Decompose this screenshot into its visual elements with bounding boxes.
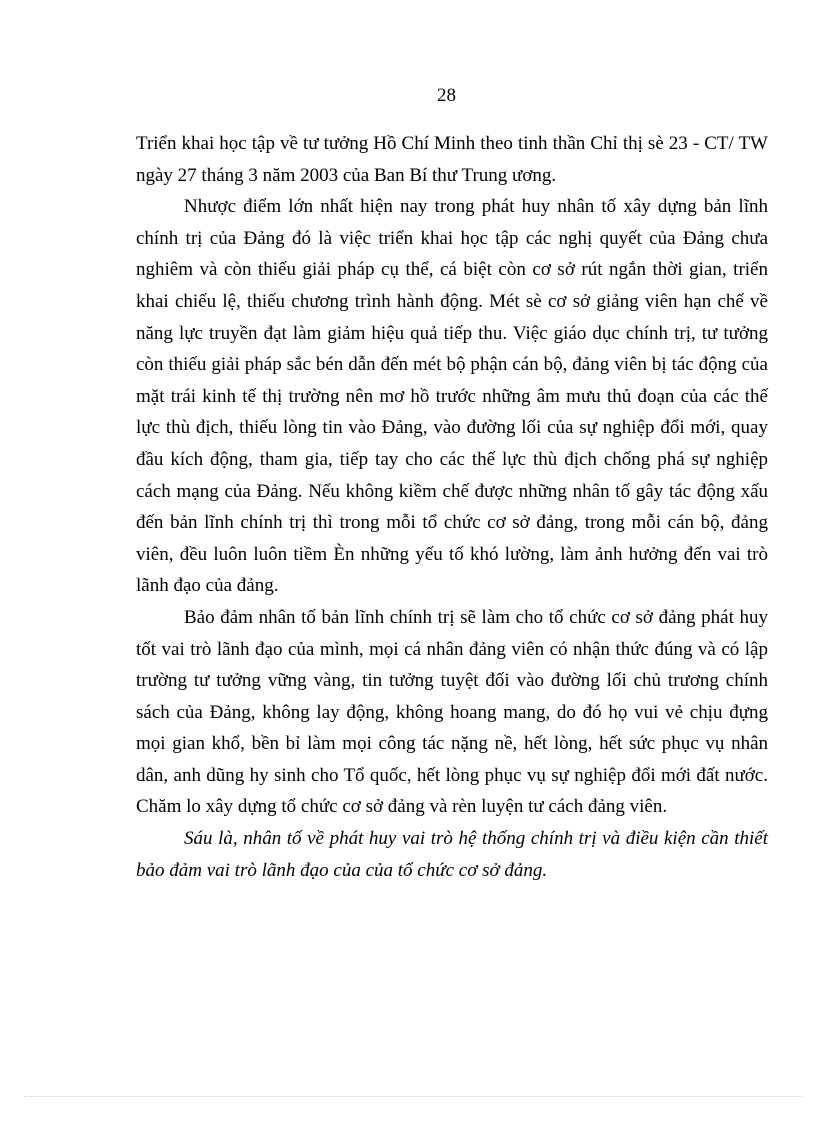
paragraph-weakness: Nhược điểm lớn nhất hiện nay trong phát huy nhân tố xây dựng bản lĩnh chính trị của Đảng đó là việc triển khai học tập các nghị quyết của Đảng chưa nghiêm và còn thiếu giải pháp cụ thể, cá biệt còn cơ sở rút ngắn thời gian, triển khai chiếu lệ, thiếu chương trình hành động. Mét sè cơ sở giảng viên hạn chế về năng lực truyền đạt làm giảm hiệu quả tiếp thu. Việc giáo dục chính trị, tư tưởng còn thiếu giải pháp sắc bén dẫn đến mét bộ phận cán bộ, đảng viên bị tác động của mặt trái kinh tế thị trường nên mơ hồ trước những âm mưu thủ đoạn của các thế lực thù địch, thiếu lòng tin vào Đảng, vào đường lối của sự nghiệp đổi mới, quay đầu kích động, tham gia, tiếp tay cho các thế lực thù địch chống phá sự nghiệp cách mạng của Đảng. Nếu không kiềm chế được những nhân tố gây tác động xấu đến bản lĩnh chính trị thì trong mỗi tổ chức cơ sở đảng, trong mỗi cán bộ, đảng viên, đều luôn luôn tiềm Èn những yếu tố khó lường, làm ảnh hưởng đến vai trò lãnh đạo của đảng. — [136, 196, 768, 597]
page-number: 28 — [437, 85, 456, 106]
bottom-dotted-rule — [24, 1096, 804, 1097]
body-text — [136, 128, 768, 886]
paragraph-sixth-factor: Sáu là, nhân tố về phát huy vai trò hệ thống chính trị và điều kiện cần thiết bảo đảm vai trò lãnh đạo của của tổ chức cơ sở đảng. — [136, 828, 768, 881]
paragraph-continuation: Triển khai học tập về tư tưởng Hồ Chí Minh theo tinh thần Chỉ thị sè 23 - CT/ TW ngày 27 tháng 3 năm 2003 của Ban Bí thư Trung ương. — [136, 133, 768, 186]
paragraph-political-bravery: Bảo đảm nhân tố bản lĩnh chính trị sẽ làm cho tổ chức cơ sở đảng phát huy tốt vai trò lãnh đạo của mình, mọi cá nhân đảng viên có nhận thức đúng và có lập trường tư tưởng vững vàng, tin tưởng tuyệt đối vào đường lối chủ trương chính sách của Đảng, không lay động, không hoang mang, do đó họ vui vẻ chịu đựng mọi gian khổ, bền bỉ làm mọi công tác nặng nề, hết lòng, hết sức phục vụ nhân dân, anh dũng hy sinh cho Tổ quốc, hết lòng phục vụ sự nghiệp đổi mới đất nước. Chăm lo xây dựng tổ chức cơ sở đảng và rèn luyện tư cách đảng viên. — [136, 606, 768, 818]
